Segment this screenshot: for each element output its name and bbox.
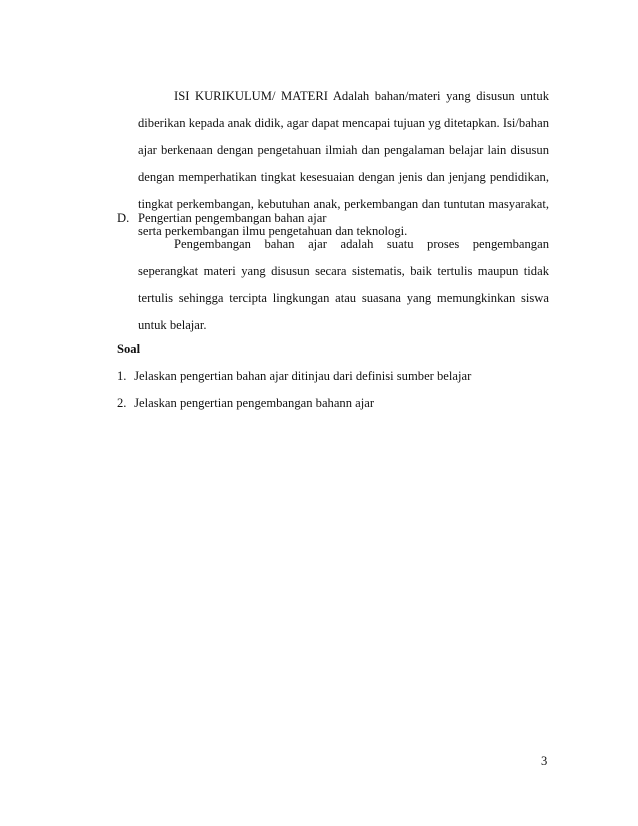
section-d-title: Pengertian pengembangan bahan ajar <box>138 211 327 225</box>
question-number: 1. <box>117 369 127 383</box>
question-item <box>117 363 471 390</box>
question-number: 2. <box>117 396 127 410</box>
section-d-heading <box>117 205 326 232</box>
soal-heading: Soal <box>117 342 141 356</box>
section-d-paragraph: Pengembangan bahan ajar adalah suatu proses pengembangan seperangkat materi yang disusun secara sistematis, baik tertulis maupun tidak tertulis sehingga tercipta lingkungan atau suasana yang memungkinkan siswa untuk belajar. <box>138 237 549 332</box>
question-text: Jelaskan pengertian bahan ajar ditinjau dari definisi sumber belajar <box>134 369 472 383</box>
page-number: 3 <box>541 754 548 768</box>
question-text: Jelaskan pengertian pengembangan bahann ajar <box>134 396 375 410</box>
question-list <box>117 363 471 417</box>
curriculum-content-paragraph: ISI KURIKULUM/ MATERI Adalah bahan/materi yang disusun untuk diberikan kepada anak didik, agar dapat mencapai tujuan yg ditetapkan. Isi/bahan ajar berkenaan dengan pengetahuan ilmiah dan pengalaman belajar lain disusun dengan memperhatikan tingkat kesesuaian dengan jenis dan jenjang pendidikan, tingkat perkembangan, kebutuhan anak, perkembangan dan tuntutan masyarakat, serta perkembangan ilmu pengetahuan dan teknologi. <box>138 89 549 238</box>
question-item <box>117 390 471 417</box>
section-d-letter: D. <box>117 211 130 225</box>
